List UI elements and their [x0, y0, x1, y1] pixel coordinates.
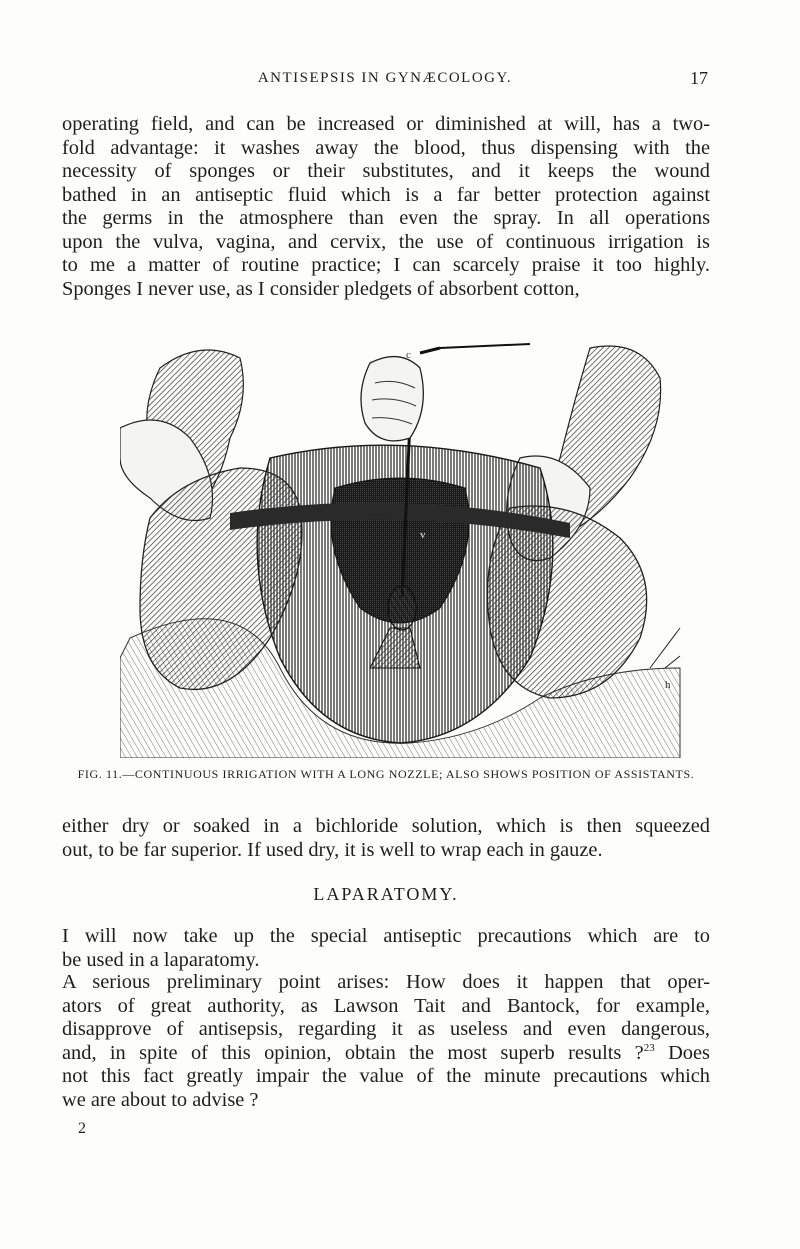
engraved-illustration — [120, 338, 690, 758]
figure-mark-c: c — [406, 349, 411, 361]
paragraph-line-with-footnote — [62, 1042, 710, 1066]
footnote-reference[interactable]: 23 — [643, 1041, 655, 1054]
paragraph-2 — [62, 815, 710, 862]
paragraph-3 — [62, 925, 710, 972]
paragraph-line: ators of great authority, as Lawson Tait and Bantock, for example, — [62, 994, 710, 1017]
signature-mark: 2 — [78, 1120, 86, 1137]
running-title: ANTISEPSIS IN GYNÆCOLOGY. — [257, 70, 513, 86]
paragraph-line: bathed in an antiseptic fluid which is a far better protection against — [62, 183, 710, 206]
paragraph-line: out, to be far superior. If used dry, it is well to wrap each in gauze. — [62, 838, 603, 861]
paragraph-line: disapprove of antisepsis, regarding it as useless and even dangerous, — [62, 1018, 710, 1040]
paragraph-line: not this fact greatly impair the value of the minute precautions which — [62, 1065, 710, 1087]
paragraph-line: Sponges I never use, as I consider pledgets of absorbent cotton, — [62, 277, 580, 300]
paragraph-1 — [62, 113, 710, 301]
paragraph-line: the germs in the atmosphere than even the spray. In all operations — [62, 207, 710, 229]
paragraph-line: to me a matter of routine practice; I can scarcely praise it too highly. — [62, 254, 710, 276]
figure-caption: FIG. 11.—CONTINUOUS IRRIGATION WITH A LONG NOZZLE; ALSO SHOWS POSITION OF ASSISTANTS. — [77, 767, 695, 781]
paragraph-line: operating field, and can be increased or diminished at will, has a two- — [62, 113, 710, 135]
paragraph-4 — [62, 971, 710, 1112]
running-head — [62, 70, 708, 92]
section-heading: LAPARATOMY. — [313, 884, 459, 904]
paragraph-line: fold advantage: it washes away the blood, thus dispensing with the — [62, 136, 710, 159]
paragraph-line: necessity of sponges or their substitutes, and it keeps the wound — [62, 160, 710, 182]
figure-mark-v: v — [420, 529, 426, 541]
paragraph-line: be used in a laparatomy. — [62, 948, 260, 971]
paragraph-line: I will now take up the special antiseptic precautions which are to — [62, 925, 710, 947]
paragraph-line: either dry or soaked in a bichloride solution, which is then squeezed — [62, 815, 710, 837]
line-text: and, in spite of this opinion, obtain the most superb results ? — [62, 1041, 644, 1064]
paragraph-line: A serious preliminary point arises: How does it happen that oper- — [62, 971, 710, 993]
paragraph-line: upon the vulva, vagina, and cervix, the use of continuous irrigation is — [62, 230, 710, 253]
figure-mark-h: h — [665, 679, 671, 691]
page-number: 17 — [690, 68, 708, 88]
line-text: Does — [654, 1041, 710, 1064]
paragraph-line: we are about to advise ? — [62, 1088, 259, 1111]
